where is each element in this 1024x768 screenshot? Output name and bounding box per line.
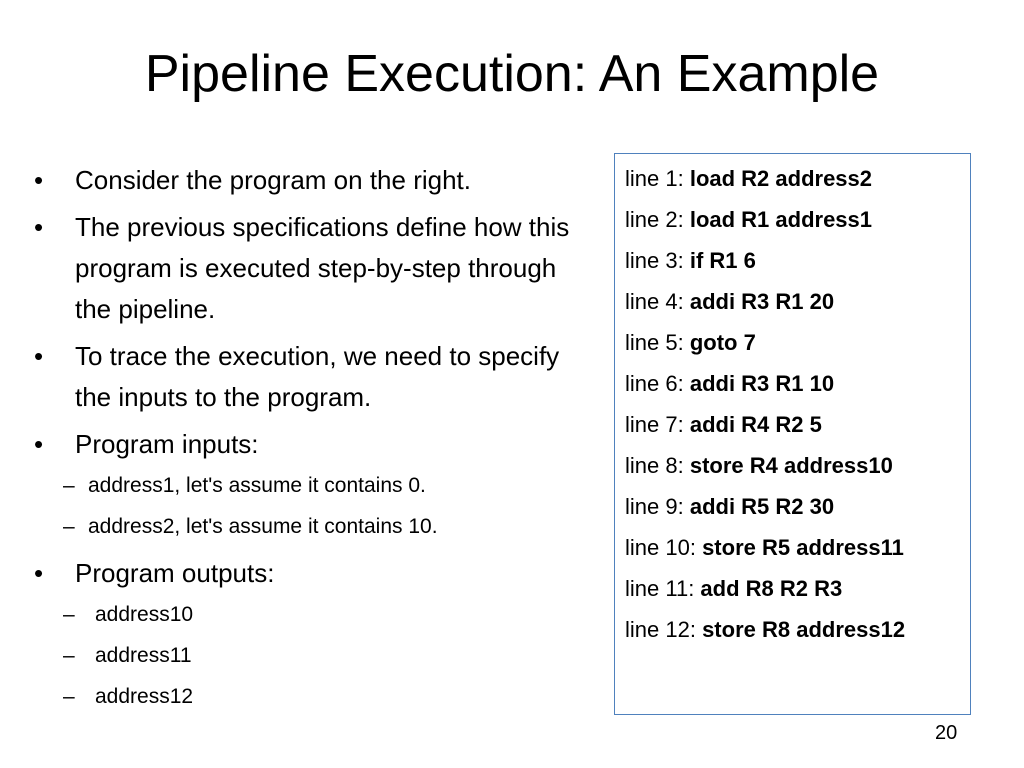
program-line (625, 240, 970, 281)
sub-item-text: address10 (95, 603, 194, 626)
sub-item-text: address11 (95, 644, 192, 667)
bullet-mark: • (34, 212, 44, 242)
bullet-text: The previous specifications define how this program is executed step-by-step through the pipeline. (75, 212, 570, 324)
program-line (625, 568, 970, 609)
bullet-mark: • (34, 429, 44, 459)
sub-item-text: address1, let's assume it contains 0. (88, 474, 426, 497)
line-label: line 12: (625, 617, 703, 642)
line-instruction: load R1 address1 (689, 207, 873, 232)
line-label: line 10: (625, 535, 703, 560)
line-label: line 4: (625, 289, 690, 314)
program-line (625, 363, 970, 404)
bullet-mark: • (34, 341, 44, 371)
line-instruction: addi R5 R2 30 (689, 494, 835, 519)
inputs-sublist (63, 465, 574, 547)
line-instruction: goto 7 (689, 330, 756, 355)
line-instruction: store R5 address11 (702, 535, 904, 560)
bullet-text: Program outputs: (75, 558, 275, 588)
dash-mark: – (63, 685, 75, 708)
program-line (625, 199, 970, 240)
program-line (625, 158, 970, 199)
program-line (625, 527, 970, 568)
program-line (625, 609, 970, 650)
sub-item-text: address12 (95, 685, 194, 708)
outputs-sublist (63, 594, 574, 717)
program-line (625, 322, 970, 363)
bullet-item (34, 207, 574, 330)
bullet-text: Program inputs: (75, 429, 259, 459)
program-line (625, 281, 970, 322)
line-label: line 7: (625, 412, 690, 437)
bullet-text: Consider the program on the right. (75, 165, 471, 195)
dash-mark: – (63, 603, 75, 626)
program-line (625, 404, 970, 445)
dash-mark: – (63, 644, 75, 667)
line-instruction: if R1 6 (689, 248, 756, 273)
bullet-item-inputs (34, 424, 574, 547)
bullet-item (34, 160, 574, 201)
bullet-item-outputs (34, 553, 574, 717)
sub-item (43, 676, 574, 717)
slide-title: Pipeline Execution: An Example (144, 45, 880, 103)
sub-item-text: address2, let's assume it contains 10. (88, 515, 438, 538)
line-label: line 8: (625, 453, 690, 478)
sub-item (43, 465, 574, 506)
program-line (625, 445, 970, 486)
line-label: line 2: (625, 207, 690, 232)
program-listing-box (614, 153, 971, 715)
sub-item (43, 506, 574, 547)
sub-item (43, 635, 574, 676)
dash-mark: – (63, 474, 75, 497)
program-line (625, 486, 970, 527)
line-label: line 5: (625, 330, 690, 355)
sub-item (43, 594, 574, 635)
bullet-mark: • (34, 558, 44, 588)
line-instruction: addi R3 R1 20 (689, 289, 835, 314)
line-label: line 9: (625, 494, 690, 519)
line-label: line 6: (625, 371, 690, 396)
line-label: line 1: (625, 166, 690, 191)
line-label: line 3: (625, 248, 690, 273)
line-instruction: addi R4 R2 5 (689, 412, 822, 437)
bullet-list (34, 160, 574, 723)
bullet-text: To trace the execution, we need to specify the inputs to the program. (75, 341, 560, 412)
line-instruction: addi R3 R1 10 (689, 371, 835, 396)
line-label: line 11: (625, 576, 701, 601)
bullet-mark: • (34, 165, 44, 195)
page-number: 20 (935, 722, 958, 744)
bullet-item (34, 336, 574, 418)
line-instruction: store R8 address12 (702, 617, 906, 642)
line-instruction: load R2 address2 (689, 166, 873, 191)
line-instruction: add R8 R2 R3 (700, 576, 843, 601)
line-instruction: store R4 address10 (689, 453, 893, 478)
dash-mark: – (63, 515, 75, 538)
